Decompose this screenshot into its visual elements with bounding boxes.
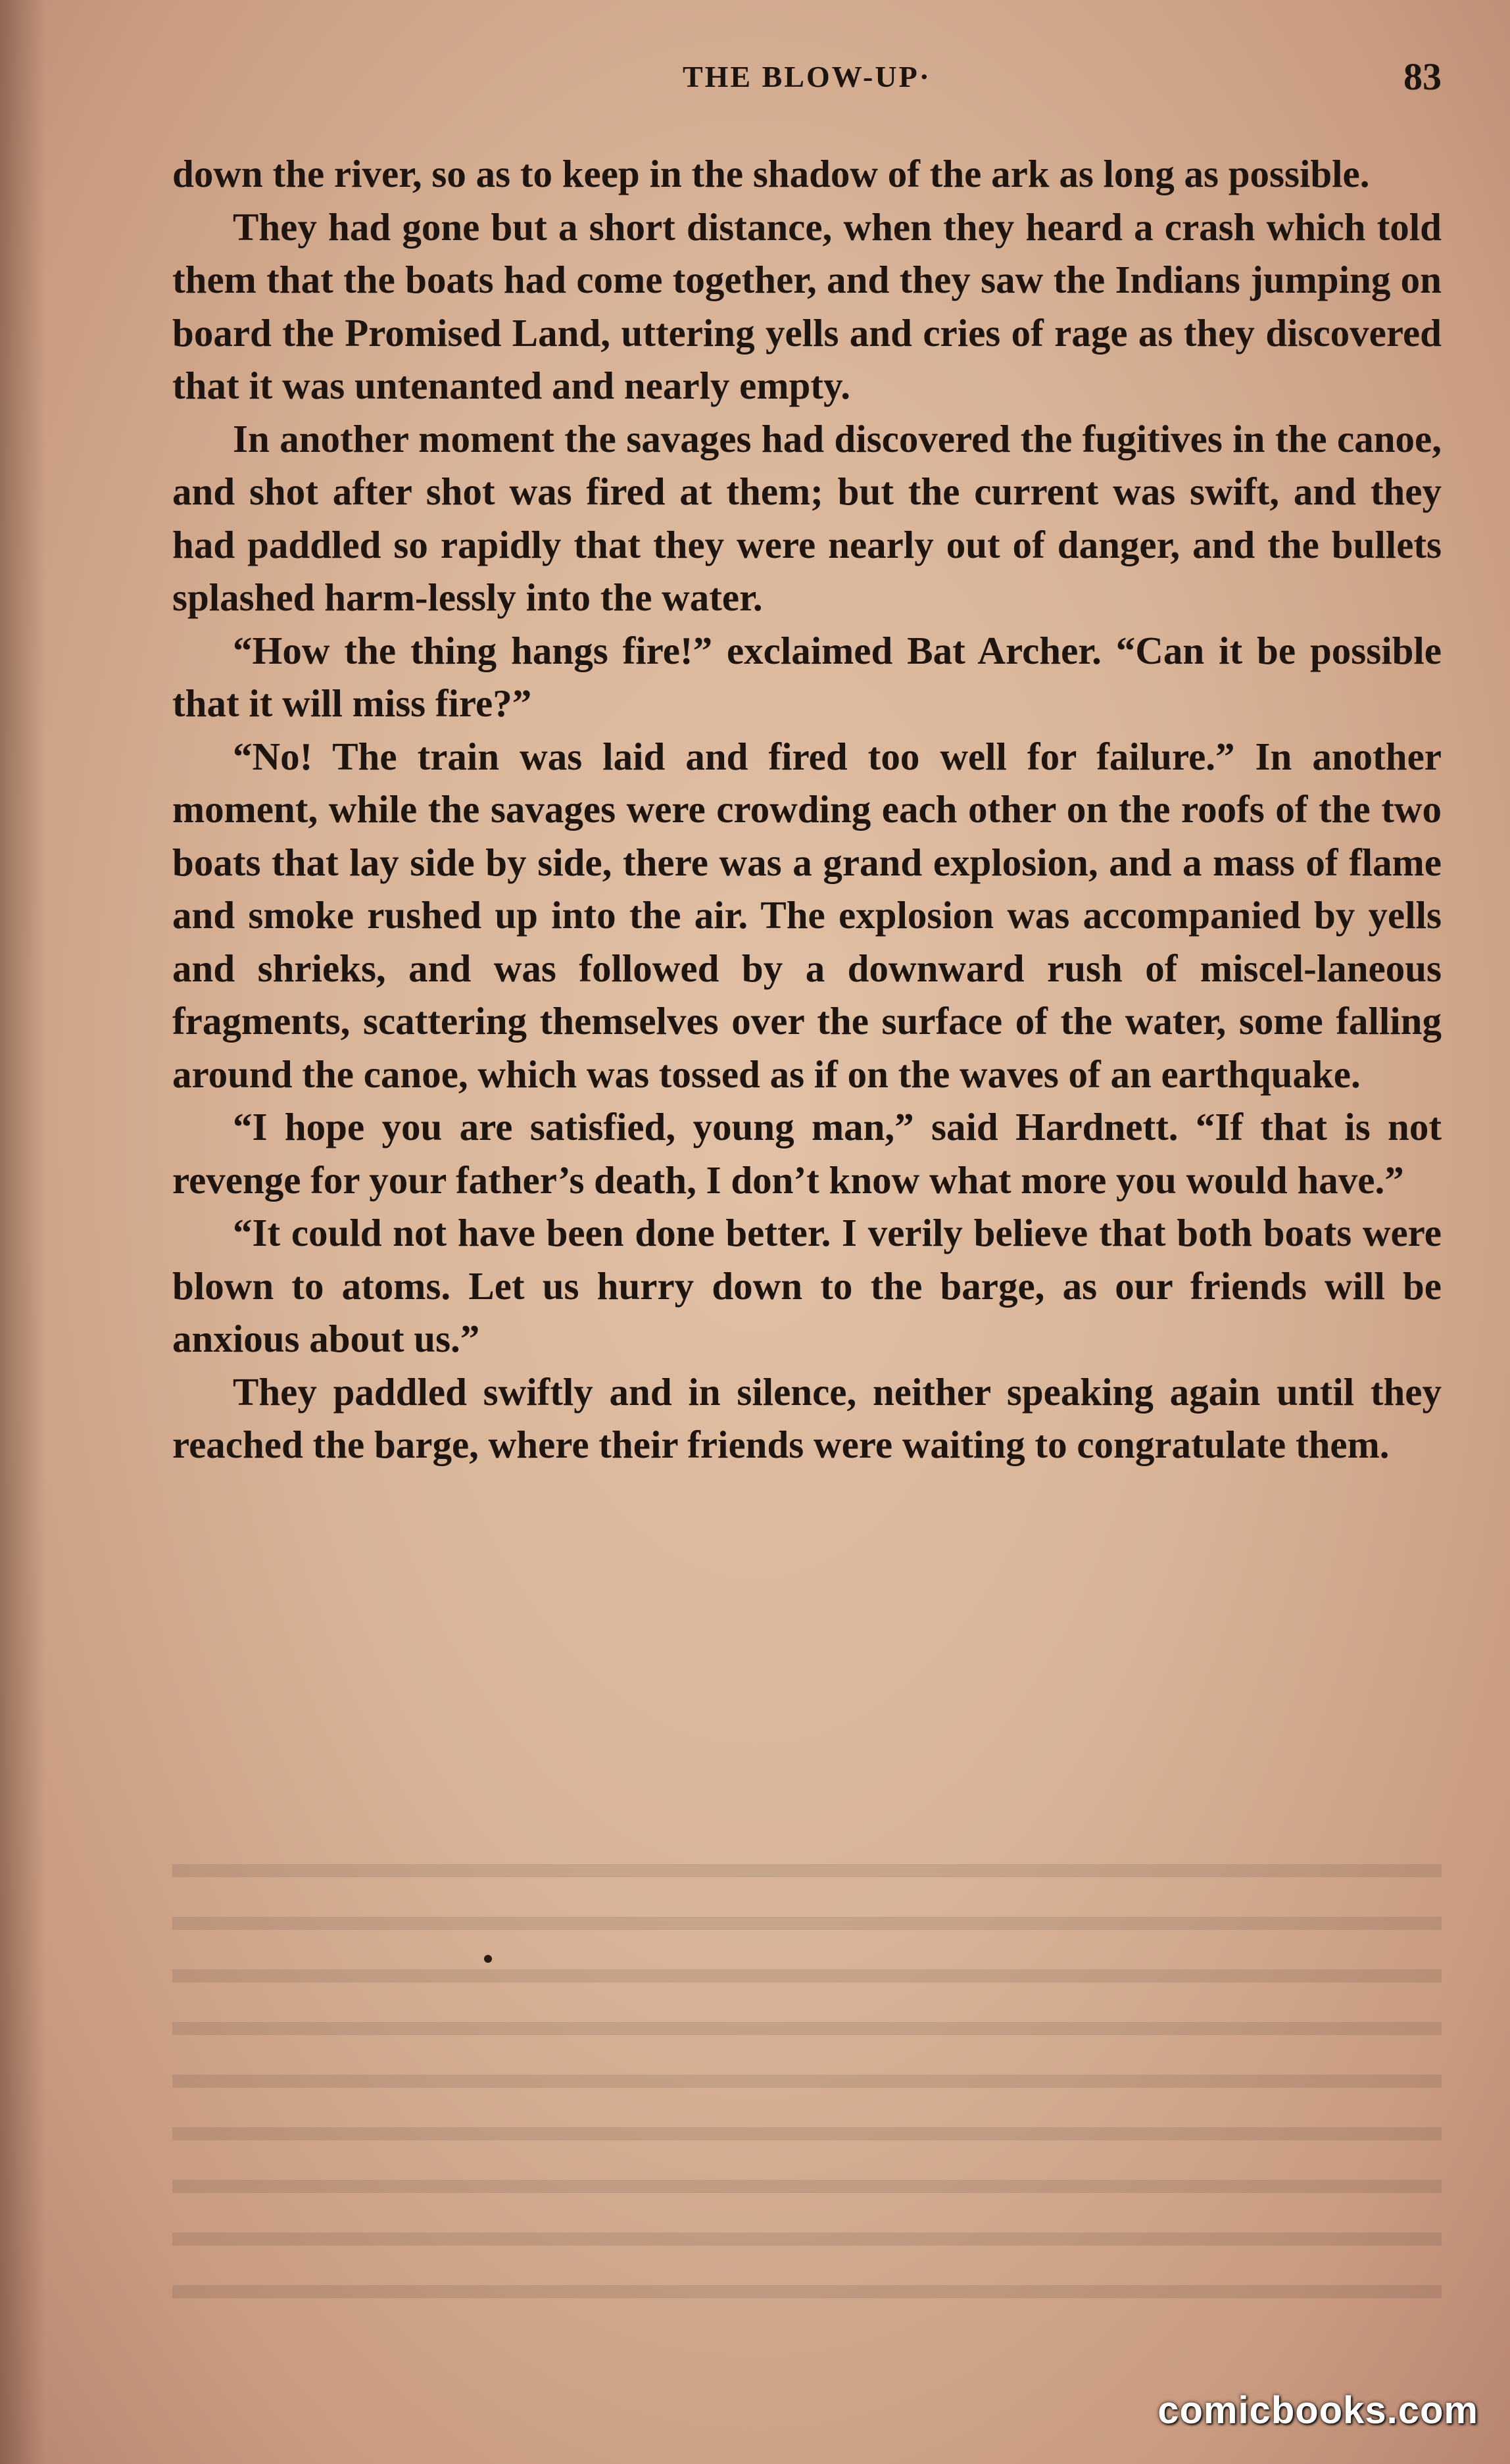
show-through-text	[172, 1835, 1442, 2335]
page-header	[172, 47, 1442, 107]
watermark: comicbooks.com	[1157, 2389, 1478, 2432]
running-head: THE BLOW-UP·	[682, 60, 932, 93]
paragraph: “It could not have been done better. I verily believe that both boats were blown to atoms. Let us hurry down to the barge, as our friends will be anxious about us.”	[172, 1211, 1442, 1360]
paragraph: They paddled swiftly and in silence, neither speaking again until they reached the barge, where their friends were waiting to congratulate them.	[172, 1369, 1442, 1466]
paragraph: down the river, so as to keep in the shadow of the ark as long as possible.	[172, 152, 1370, 195]
paragraph: “How the thing hangs fire!” exclaimed Bat Archer. “Can it be possible that it will miss fire?”	[172, 628, 1442, 725]
page-number: 83	[1403, 55, 1442, 98]
paragraph: “No! The train was laid and fired too well for failure.” In another moment, while the savages were crowding each other on the roofs of the two boats that lay side by side, there was a grand explosion, and a mass of flame and smoke rushed up into the air. The explosion was accompanied by yells and shrieks, and was followed by a downward rush of miscel-laneous fragments, scattering themselves over the surface of the water, some falling around the canoe, which was tossed as if on the waves of an earthquake.	[172, 734, 1442, 1096]
body-text	[172, 147, 1442, 1471]
ink-speck	[484, 1955, 492, 1963]
paragraph: In another moment the savages had discovered the fugitives in the canoe, and shot after shot was fired at them; but the current was swift, and they had paddled so rapidly that they were nearly out of danger, and the bullets splashed harm-lessly into the water.	[172, 416, 1442, 619]
page-edge-shadow	[0, 0, 46, 2464]
paragraph: “I hope you are satisfied, young man,” said Hardnett. “If that is not revenge for your father’s death, I don’t know what more you would have.”	[172, 1105, 1442, 1202]
paragraph: They had gone but a short distance, when they heard a crash which told them that the boats had come together, and they saw the Indians jumping on board the Promised Land, uttering yells and cries of rage as they discovered that it was untenanted and nearly empty.	[172, 205, 1442, 407]
